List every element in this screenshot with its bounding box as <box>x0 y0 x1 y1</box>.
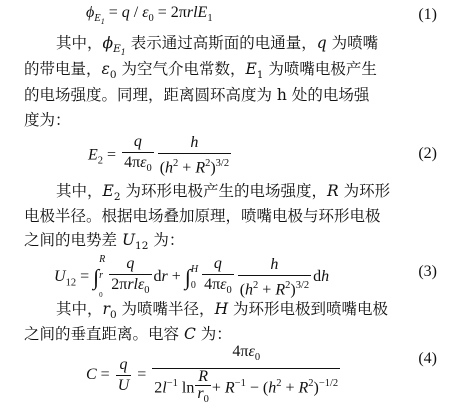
equation-2: $E_2$ = $\frac{q}{4\pi\varepsilon_0}$ $\frac{h}{(h^2 + R^2)^{3/2}}$ <box>88 133 230 177</box>
equation-4-number: (4) <box>418 350 437 367</box>
paragraph-2-line-3: 之间的电势差 $U_{12}$ 为： <box>24 231 185 253</box>
paragraph-2-line-1: 其中，$E_2$ 为环形电极产生的电场强度，R 为环形 <box>56 182 391 204</box>
paragraph-3-line-2: 之间的垂直距离。电容 C 为： <box>24 325 232 343</box>
equation-4: C = $\frac{q}{U}$ = $4\pi\varepsilon_0$ $2l^{-1}$ ln $\frac{R}{r_0}$ + $R^{-1} - (h^2 + R^2)^{-1/2}$ <box>86 343 339 406</box>
equation-3: $U_{12}$ = ∫ R r $_0$ $\frac{q}{2\pi rl\varepsilon_0}$ dr + ∫ H 0 $\frac{q}{4\pi\varepsilon_0}$ $\frac{h}{(h^2 + R^2)^{3/2}}$ dh <box>54 254 330 299</box>
equation-1-number: (1) <box>418 6 437 23</box>
equation-1: $\phi_{E_1} = q / \varepsilon_0 = 2\pi rlE_1$ <box>86 4 213 27</box>
paragraph-1-line-4: 度为： <box>24 111 71 129</box>
paragraph-1-line-1: 其中，$\phi_{E_1}$ 表示通过高斯面的电通量，q 为喷嘴 <box>56 34 379 58</box>
paragraph-1-line-3: 的电场强度。同理，距离圆环高度为 h 处的电场强 <box>24 86 370 104</box>
paragraph-2-line-2: 电极半径。根据电场叠加原理，喷嘴电极与环形电极 <box>24 207 381 225</box>
equation-2-number: (2) <box>418 145 437 162</box>
paragraph-1-line-2: 的带电量，$\varepsilon_0$ 为空气介电常数，$E_1$ 为喷嘴电极产生 <box>24 60 377 82</box>
paragraph-3-line-1: 其中，$r_0$ 为喷嘴半径，H 为环形电极到喷嘴电极 <box>56 300 389 322</box>
equation-3-number: (3) <box>418 263 437 280</box>
